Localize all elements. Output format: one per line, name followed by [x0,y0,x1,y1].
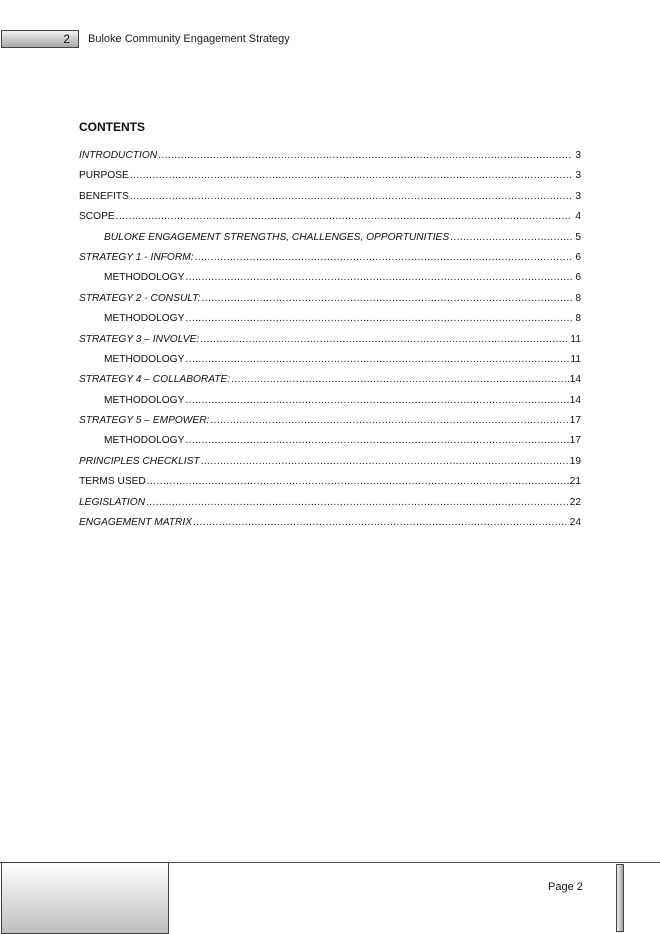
toc-entry-page: 8 [575,313,581,325]
footer-page-label: Page 2 [548,881,583,893]
toc-entry-page: 3 [575,170,581,182]
toc-entry[interactable] [79,293,581,313]
toc-entry[interactable] [79,272,581,292]
toc-entry-title: STRATEGY 1 - INFORM: [79,251,194,263]
toc-leader [116,211,572,222]
toc-leader [146,497,569,508]
toc-entry-title: STRATEGY 5 – EMPOWER: [79,415,210,427]
toc-entry[interactable] [79,191,581,211]
toc-entry[interactable] [79,170,581,190]
toc-entry-page: 17 [569,435,581,447]
toc-leader [185,313,572,324]
toc-entry-title: METHODOLOGY [104,394,185,406]
toc-entry-page: 14 [569,374,581,386]
toc-leader [130,191,572,202]
toc-leader [193,517,569,528]
toc-entry[interactable] [79,334,581,354]
toc-leader [201,456,569,467]
toc-entry[interactable] [79,456,581,476]
toc-leader [195,252,572,263]
toc-entry[interactable] [79,150,581,170]
toc-entry-title: PRINCIPLES CHECKLIST [79,455,200,467]
toc-entry-title: SCOPE [79,211,115,223]
toc-entry[interactable] [79,232,581,252]
footer-decorative-bar [616,864,624,932]
toc-entry[interactable] [79,354,581,374]
toc-entry-page: 17 [569,415,581,427]
toc-entry-page: 14 [569,394,581,406]
toc-entry-page: 24 [569,517,581,529]
toc-entry-title: METHODOLOGY [104,313,185,325]
toc-leader [185,272,572,283]
toc-leader [210,415,568,426]
toc-entry-page: 11 [570,333,581,345]
toc-leader [147,476,569,487]
toc-entry-page: 11 [570,353,581,365]
toc-entry-title: BULOKE ENGAGEMENT STRENGTHS, CHALLENGES, OPPORTUNITIES [104,231,450,243]
toc-leader [185,435,568,446]
toc-entry-page: 21 [569,476,581,488]
toc-leader [202,293,572,304]
toc-entry[interactable] [79,497,581,517]
toc-entry[interactable] [79,517,581,537]
toc-entry-title: METHODOLOGY [104,272,185,284]
toc-entry-page: 6 [575,251,581,263]
toc-entry-title: TERMS USED [79,476,146,488]
toc-entry-title: LEGISLATION [79,496,146,508]
toc-entry-title: METHODOLOGY [104,353,185,365]
toc-entry[interactable] [79,395,581,415]
toc-leader [158,150,572,161]
toc-entry[interactable] [79,476,581,496]
toc-entry-page: 22 [569,496,581,508]
toc-entry[interactable] [79,415,581,435]
toc-entry[interactable] [79,211,581,231]
toc-entry-page: 8 [575,292,581,304]
toc-entry-page: 3 [575,190,581,202]
toc-leader [450,232,572,243]
toc-entry-title: METHODOLOGY [104,435,185,447]
toc-leader [185,395,568,406]
toc-leader [185,354,569,365]
contents-heading: CONTENTS [79,120,145,134]
toc-entry-title: INTRODUCTION [79,150,158,161]
toc-entry[interactable] [79,435,581,455]
toc-entry-title: STRATEGY 4 – COLLABORATE: [79,374,231,386]
header-title: Buloke Community Engagement Strategy [88,33,290,45]
toc-entry-title: STRATEGY 3 – INVOLVE: [79,333,200,345]
toc-entry[interactable] [79,313,581,333]
toc-entry-page: 4 [575,211,581,223]
toc-leader [231,374,568,385]
toc-entry-title: STRATEGY 2 - CONSULT: [79,292,201,304]
toc-leader [200,334,569,345]
footer-decorative-box [1,862,169,934]
header-page-number: 2 [1,30,79,48]
table-of-contents [79,150,581,537]
toc-entry[interactable] [79,252,581,272]
toc-leader [130,170,572,181]
toc-entry-title: ENGAGEMENT MATRIX [79,517,193,529]
toc-entry[interactable] [79,374,581,394]
toc-entry-page: 19 [569,455,581,467]
toc-entry-title: BENEFITS [79,190,129,202]
toc-entry-title: PURPOSE [79,170,129,182]
toc-entry-page: 5 [575,231,581,243]
toc-entry-page: 6 [575,272,581,284]
toc-entry-page: 3 [575,150,581,161]
